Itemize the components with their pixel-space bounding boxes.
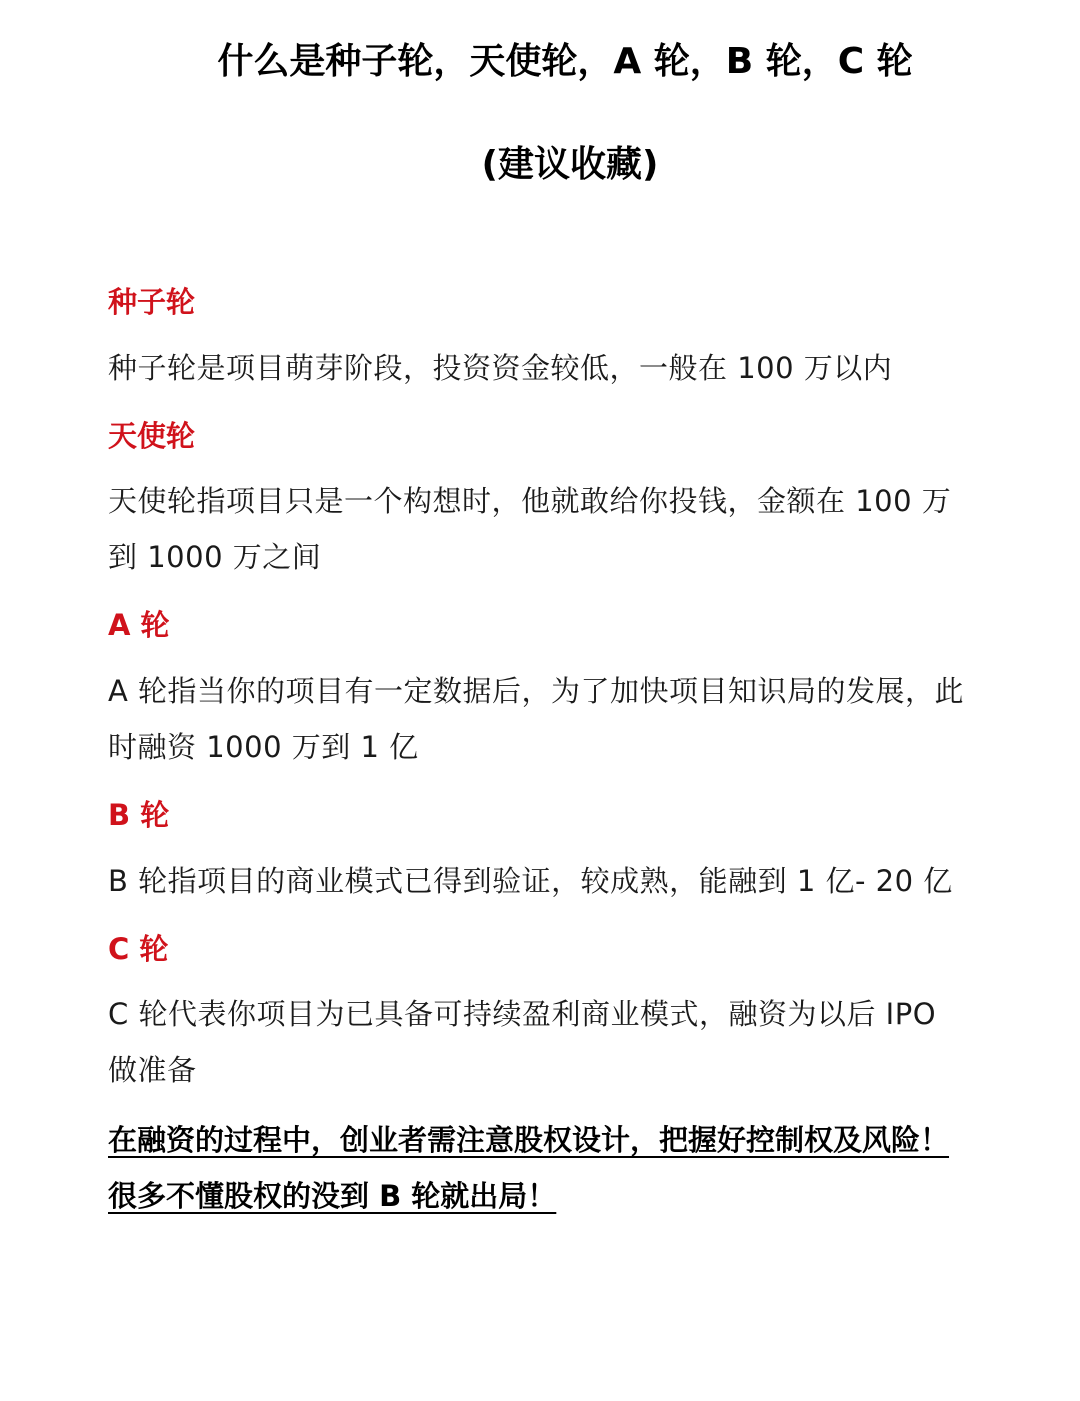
section-body-line: 天使轮指项目只是一个构想时，他就敢给你投钱，金额在 100 万 bbox=[108, 484, 952, 519]
section-body-round-b bbox=[108, 853, 1008, 909]
section-body-line: B 轮指项目的商业模式已得到验证，较成熟，能融到 1 亿- 20 亿 bbox=[108, 863, 953, 898]
section-body-line: 种子轮是项目萌芽阶段，投资资金较低，一般在 100 万以内 bbox=[108, 350, 893, 385]
warning-line: 很多不懂股权的没到 B 轮就出局！ bbox=[108, 1179, 557, 1214]
section-heading-round-c: C 轮 bbox=[108, 931, 169, 966]
page-title: 什么是种子轮，天使轮，A 轮，B 轮，C 轮 bbox=[217, 41, 913, 82]
article-content bbox=[108, 284, 1008, 1224]
section-heading-seed: 种子轮 bbox=[108, 285, 196, 319]
warning-line: 在融资的过程中，创业者需注意股权设计，把握好控制权及风险！ bbox=[108, 1123, 950, 1158]
section-body-seed bbox=[108, 340, 1008, 396]
warning-note bbox=[108, 1112, 1008, 1224]
section-body-line: 到 1000 万之间 bbox=[108, 540, 322, 575]
section-body-line: C 轮代表你项目为已具备可持续盈利商业模式，融资为以后 IPO bbox=[108, 997, 937, 1032]
section-body-line: 做准备 bbox=[108, 1053, 197, 1088]
section-body-line: 时融资 1000 万到 1 亿 bbox=[108, 730, 419, 765]
section-body-angel bbox=[108, 473, 1008, 585]
section-body-round-c bbox=[108, 986, 1008, 1098]
page-subtitle: (建议收藏) bbox=[481, 144, 659, 185]
section-heading-round-b: B 轮 bbox=[108, 798, 170, 833]
section-body-line: A 轮指当你的项目有一定数据后，为了加快项目知识局的发展，此 bbox=[108, 674, 965, 709]
section-heading-angel: 天使轮 bbox=[108, 418, 196, 453]
section-heading-round-a: A 轮 bbox=[108, 608, 170, 643]
section-body-round-a bbox=[108, 663, 1008, 775]
